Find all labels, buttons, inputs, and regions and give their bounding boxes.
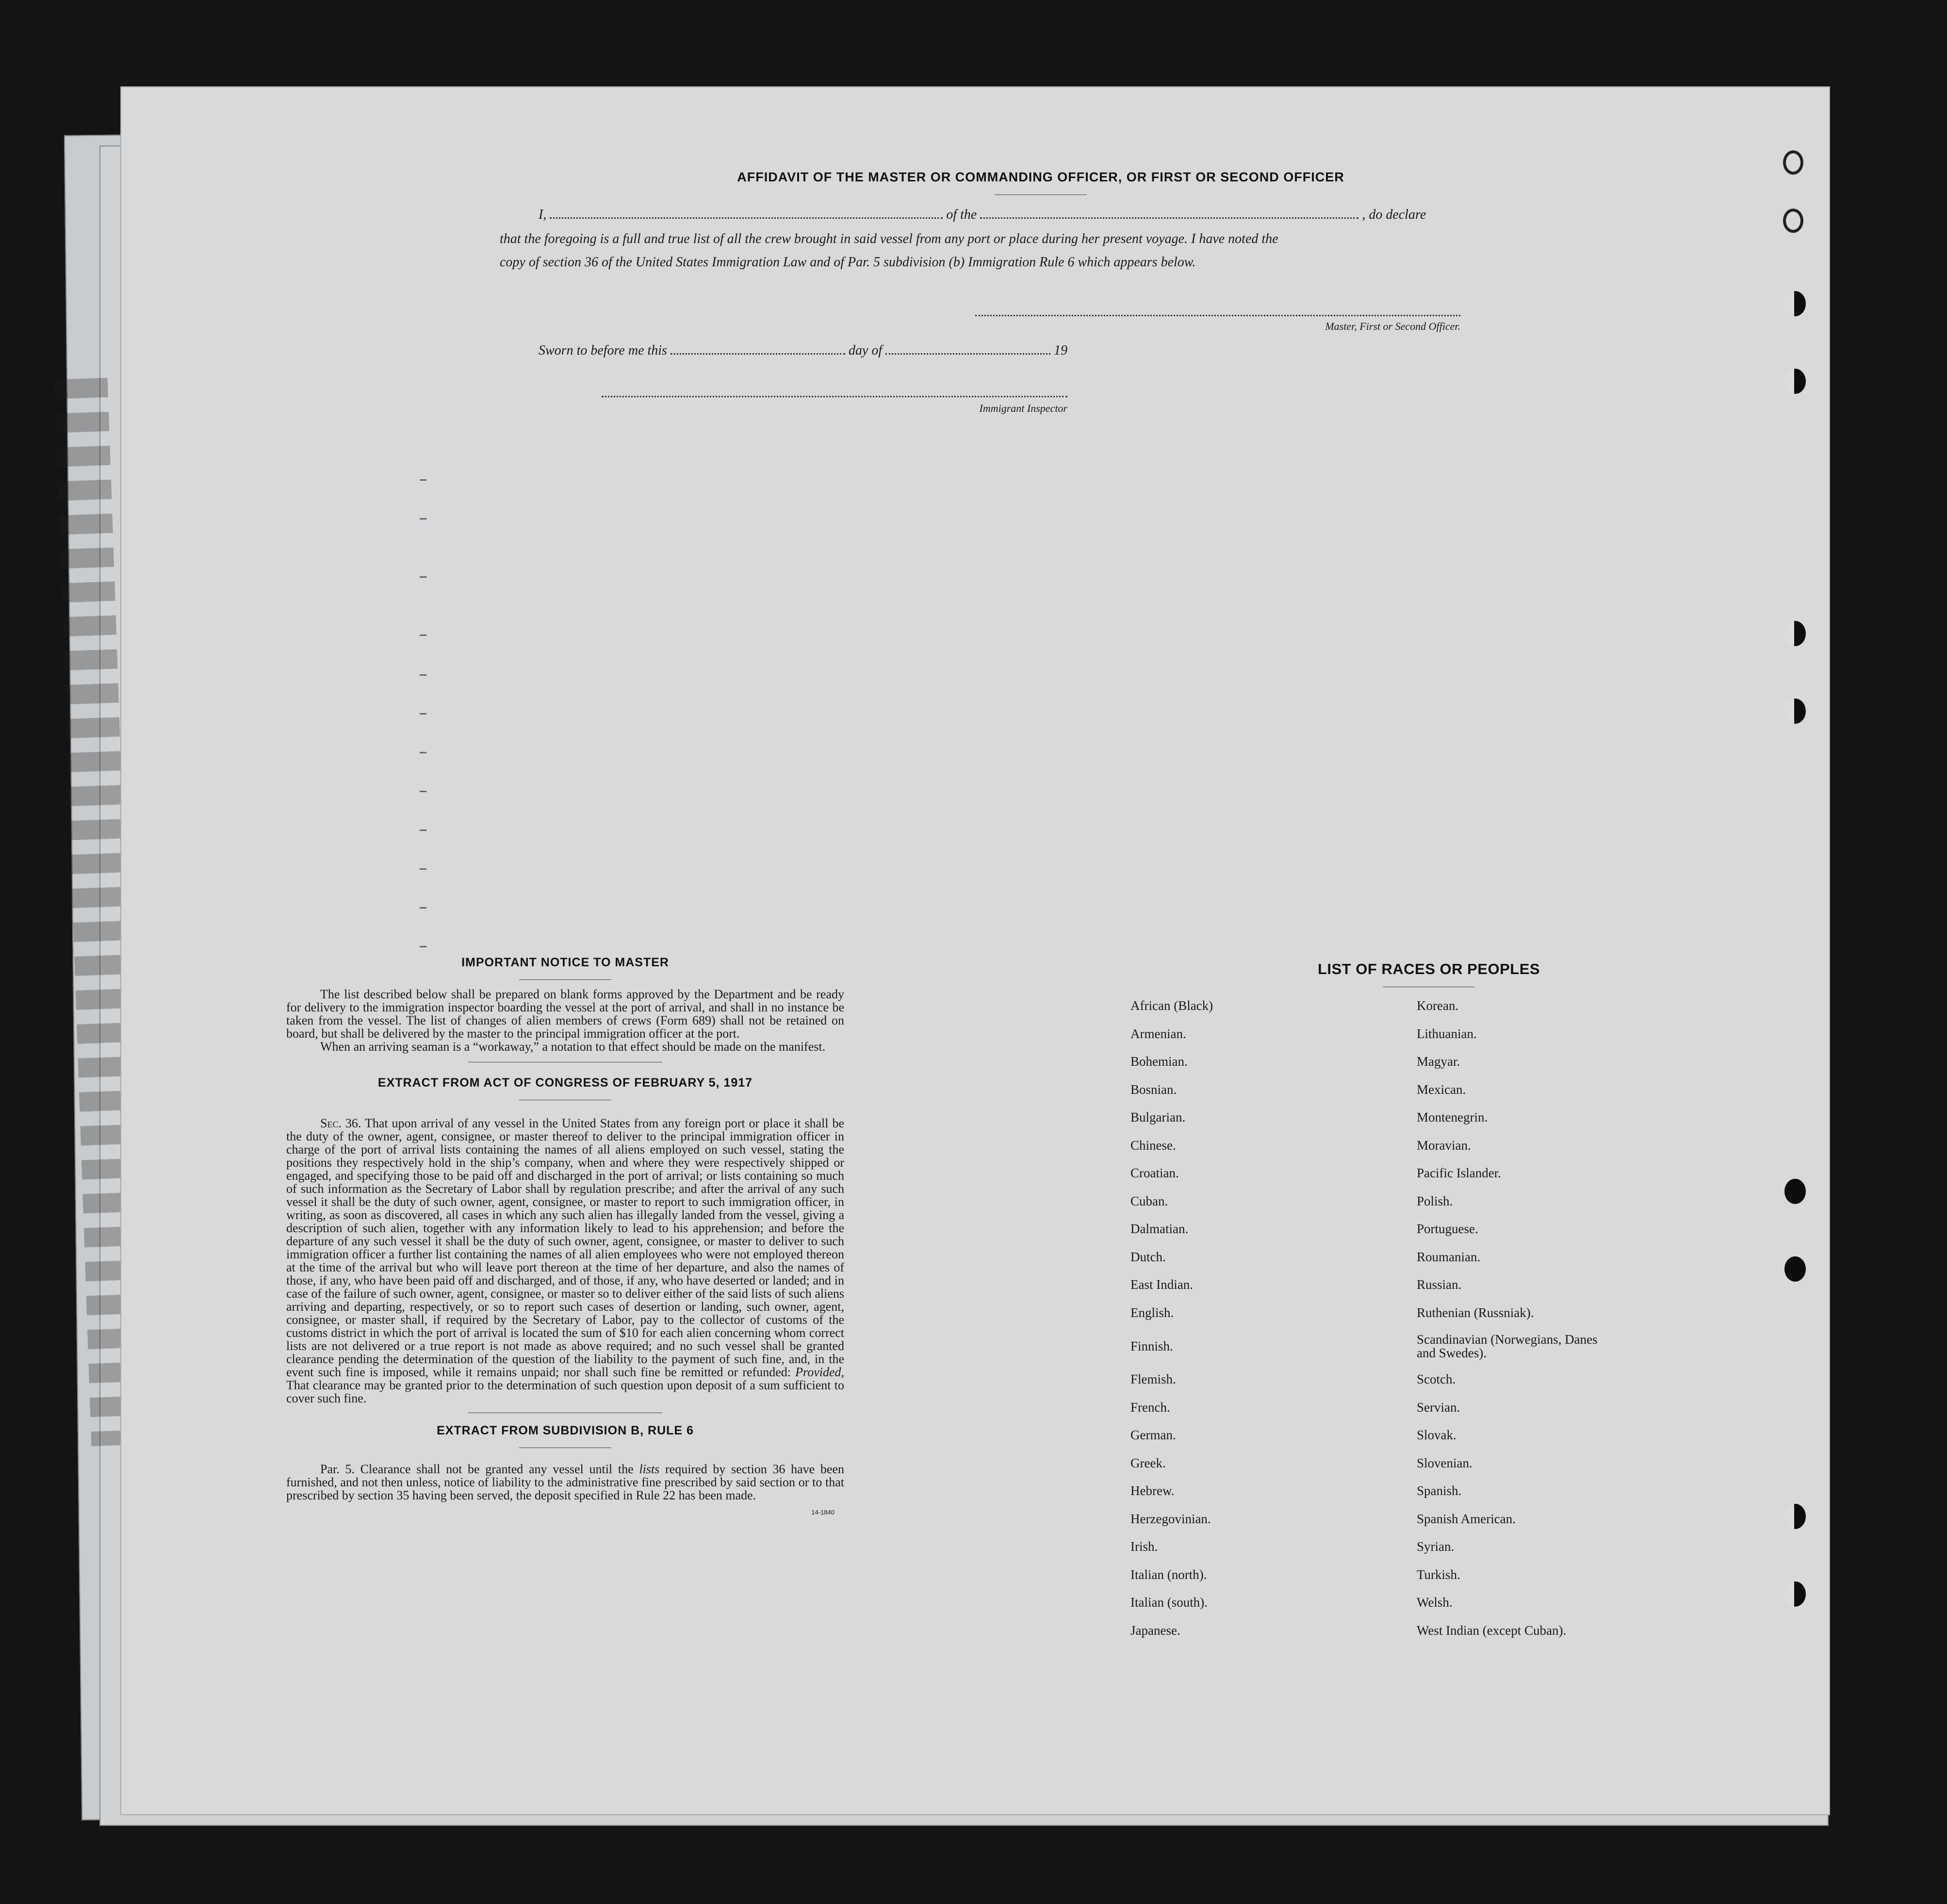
race-item: Flemish.	[1130, 1372, 1176, 1387]
extract-rule-title: EXTRACT FROM SUBDIVISION B, RULE 6	[437, 1424, 694, 1437]
notice-title: IMPORTANT NOTICE TO MASTER	[461, 956, 669, 969]
punch-hole-icon	[1784, 621, 1806, 646]
sworn-prefix: Sworn to before me this	[539, 343, 667, 358]
race-item: Bulgarian.	[1130, 1110, 1186, 1125]
master-signature-field[interactable]	[975, 314, 1460, 316]
race-item: Scandinavian (Norwegians, Danes and Swedes).	[1417, 1332, 1598, 1360]
race-item: Montenegrin.	[1417, 1110, 1488, 1125]
race-item: Spanish.	[1417, 1483, 1462, 1498]
race-item: Bohemian.	[1130, 1054, 1188, 1069]
divider	[519, 979, 611, 980]
punch-hole-icon	[1783, 209, 1803, 233]
race-item: Servian.	[1417, 1400, 1460, 1415]
races-title: LIST OF RACES OR PEOPLES	[1317, 960, 1540, 977]
name-field[interactable]	[550, 206, 943, 219]
race-item: Polish.	[1417, 1193, 1453, 1208]
race-item: Slovenian.	[1417, 1455, 1473, 1470]
affidavit-i-label: I,	[539, 207, 547, 222]
rule-text-end: required by section 36 have been furnished, and not then unless, notice of liability to the administrative fine prescribed by said section or to that prescribed by section 35 having been served, the deposit specified in Rule 22 has been made.	[286, 1462, 844, 1502]
punch-hole-icon	[1784, 699, 1806, 724]
race-item: Korean.	[1417, 998, 1459, 1013]
punch-hole-icon	[1784, 1504, 1806, 1529]
punch-hole-icon	[1784, 1179, 1806, 1204]
race-item: Magyar.	[1417, 1054, 1460, 1069]
race-item: Finnish.	[1130, 1338, 1173, 1353]
extract-rule-paragraph	[286, 1463, 844, 1502]
race-item: Hebrew.	[1130, 1483, 1175, 1498]
race-item: Dutch.	[1130, 1249, 1166, 1264]
punch-hole-icon	[1784, 291, 1806, 316]
race-item: Scotch.	[1417, 1372, 1456, 1387]
margin-tick	[420, 518, 426, 520]
race-item: Croatian.	[1130, 1166, 1179, 1181]
affidavit-declaration-line	[500, 206, 1582, 223]
margin-tick	[420, 752, 426, 753]
notice-column	[286, 956, 844, 1516]
section-text: That upon arrival of any vessel in the United States from any foreign port or place it shall be the duty of the owner, agent, consignee, or master thereof to deliver to the principal immigration officer in charge of the port of arrival lists containing the names of all aliens employed on such vessel, stating the positions they respectively hold in the ship’s company, when and where they were respectively shipped or engaged, and specifying those to be paid off and discharged in the port of arrival; or lists containing so much of such information as the Secretary of Labor shall by regulation prescribe; and after the arrival of any such vessel it shall be the duty of such owner, agent, consignee, or master to report to such immigration officer, in writing, as soon as discovered, all cases in which any such alien has illegally landed from the vessel, giving a description of such alien, together with any information likely to lead to his apprehension; and before the departure of any such vessel it shall be the duty of such owner, agent, consignee, or master to deliver to such immigration officer a further list containing the names of all alien employees who were not employed thereon at the time of the arrival but who will leave port thereon at the time of her departure, and also the names of those, if any, who have been paid off and discharged, and of those, if any, who have deserted or landed; and in case of the failure of such owner, agent, consignee, or master so to deliver either of the said lists of such aliens arriving and departing, respectively, or so to report such cases of desertion or landing, such owner, agent, consignee, or master shall, if required by the Secretary of Labor, pay to the collector of customs of the customs district in which the port of arrival is located the sum of $10 for each alien concerning whom correct lists are not delivered or a true report is not made as above required; and no such vessel shall be granted clearance pending the determination of the question of the liability to the payment of such fine, and, in the event such fine is imposed, while it remains unpaid; nor shall such fine be remitted or refunded:	[286, 1116, 844, 1379]
master-caption: Master, First or Second Officer.	[1325, 320, 1460, 332]
lists-word: lists	[639, 1462, 660, 1476]
rule-text: Par. 5. Clearance shall not be granted any vessel until the	[320, 1462, 634, 1476]
race-item: Welsh.	[1417, 1595, 1453, 1610]
races-right-column	[1417, 992, 1708, 1644]
race-item: German.	[1130, 1428, 1176, 1443]
race-item: Lithuanian.	[1417, 1026, 1477, 1041]
provided-word: Provided,	[795, 1365, 844, 1379]
section-label: Sec. 36.	[320, 1116, 361, 1130]
sworn-month-field[interactable]	[885, 342, 1050, 355]
race-item: Ruthenian (Russniak).	[1417, 1305, 1534, 1320]
race-item: Bosnian.	[1130, 1082, 1177, 1097]
race-item: Herzegovinian.	[1130, 1511, 1211, 1526]
vessel-field[interactable]	[980, 206, 1358, 219]
punch-hole-icon	[1784, 1581, 1806, 1607]
notice-paragraph: When an arriving seaman is a “workaway,” a notation to that effect should be made on the manifest.	[320, 1040, 826, 1054]
race-item: Cuban.	[1130, 1193, 1168, 1208]
race-item: Roumanian.	[1417, 1249, 1481, 1264]
affidavit-declare-label: , do declare	[1362, 207, 1426, 222]
race-item: East Indian.	[1130, 1277, 1193, 1292]
inspector-signature-field[interactable]	[602, 395, 1067, 397]
race-item: Dalmatian.	[1130, 1221, 1189, 1237]
section-text-end: That clearance may be granted prior to the determination of such question upon deposit of a sum sufficient to cover such fine.	[286, 1378, 844, 1405]
margin-tick	[420, 791, 426, 792]
races-list	[1130, 992, 1756, 1644]
affidavit-section	[500, 170, 1582, 415]
race-item: Irish.	[1130, 1539, 1158, 1554]
margin-tick	[420, 713, 426, 715]
affidavit-text-line: copy of section 36 of the United States Immigration Law and of Par. 5 subdivision (b) Immigration Rule 6 which appears below.	[500, 255, 1196, 270]
race-item: Mexican.	[1417, 1082, 1466, 1097]
affidavit-title: AFFIDAVIT OF THE MASTER OR COMMANDING OFFICER, OR FIRST OR SECOND OFFICER	[737, 170, 1344, 184]
sworn-date-field[interactable]	[671, 342, 845, 355]
margin-tick	[420, 674, 426, 676]
race-item: French.	[1130, 1400, 1170, 1415]
margin-tick	[420, 479, 426, 481]
punch-hole-icon	[1784, 1256, 1806, 1282]
race-item: Italian (south).	[1130, 1595, 1208, 1610]
race-item: Syrian.	[1417, 1539, 1455, 1554]
race-item: Greek.	[1130, 1455, 1166, 1470]
extract-act-title: EXTRACT FROM ACT OF CONGRESS OF FEBRUARY 5, 1917	[377, 1076, 753, 1090]
sworn-year: 19	[1054, 343, 1068, 358]
race-item: Italian (north).	[1130, 1567, 1207, 1582]
race-item: Slovak.	[1417, 1428, 1456, 1443]
sworn-line	[500, 342, 1582, 358]
manifest-page	[121, 87, 1829, 1814]
races-left-column	[1130, 992, 1417, 1644]
extract-act-paragraph	[286, 1117, 844, 1405]
races-section	[1101, 960, 1756, 1644]
race-item: Spanish American.	[1417, 1511, 1516, 1526]
punch-hole-icon	[1784, 369, 1806, 394]
margin-tick	[420, 830, 426, 831]
sworn-day-of: day of	[848, 343, 883, 358]
affidavit-text-line: that the foregoing is a full and true list of all the crew brought in said vessel from any port or place during her present voyage. I have noted the	[500, 231, 1278, 246]
race-item: West Indian (except Cuban).	[1417, 1623, 1567, 1638]
race-item: English.	[1130, 1305, 1174, 1320]
race-item: Pacific Islander.	[1417, 1166, 1501, 1181]
margin-tick	[420, 907, 426, 909]
margin-tick	[420, 868, 426, 870]
inspector-caption: Immigrant Inspector	[979, 402, 1067, 414]
race-item: African (Black)	[1130, 998, 1213, 1013]
race-item: Chinese.	[1130, 1138, 1176, 1153]
affidavit-of-the-label: of the	[946, 207, 977, 222]
notice-paragraph: The list described below shall be prepared on blank forms approved by the Department and be ready for delivery to the immigration inspector boarding the vessel at the port of arrival, and shall in no instance be taken from the vessel. The list of changes of alien members of crews (Form 689) shall not be retained on board, but shall be delivered by the master to the principal immigration officer at the port.	[286, 987, 844, 1041]
race-item: Japanese.	[1130, 1623, 1180, 1638]
race-item: Moravian.	[1417, 1138, 1471, 1153]
margin-tick	[420, 576, 426, 578]
margin-tick	[420, 946, 426, 947]
race-item: Russian.	[1417, 1277, 1462, 1292]
race-item: Armenian.	[1130, 1026, 1186, 1041]
punch-hole-icon	[1783, 150, 1803, 175]
race-item: Portuguese.	[1417, 1221, 1478, 1237]
margin-tick	[420, 635, 426, 636]
race-item: Turkish.	[1417, 1567, 1460, 1582]
form-number: 14-1840	[811, 1509, 834, 1516]
